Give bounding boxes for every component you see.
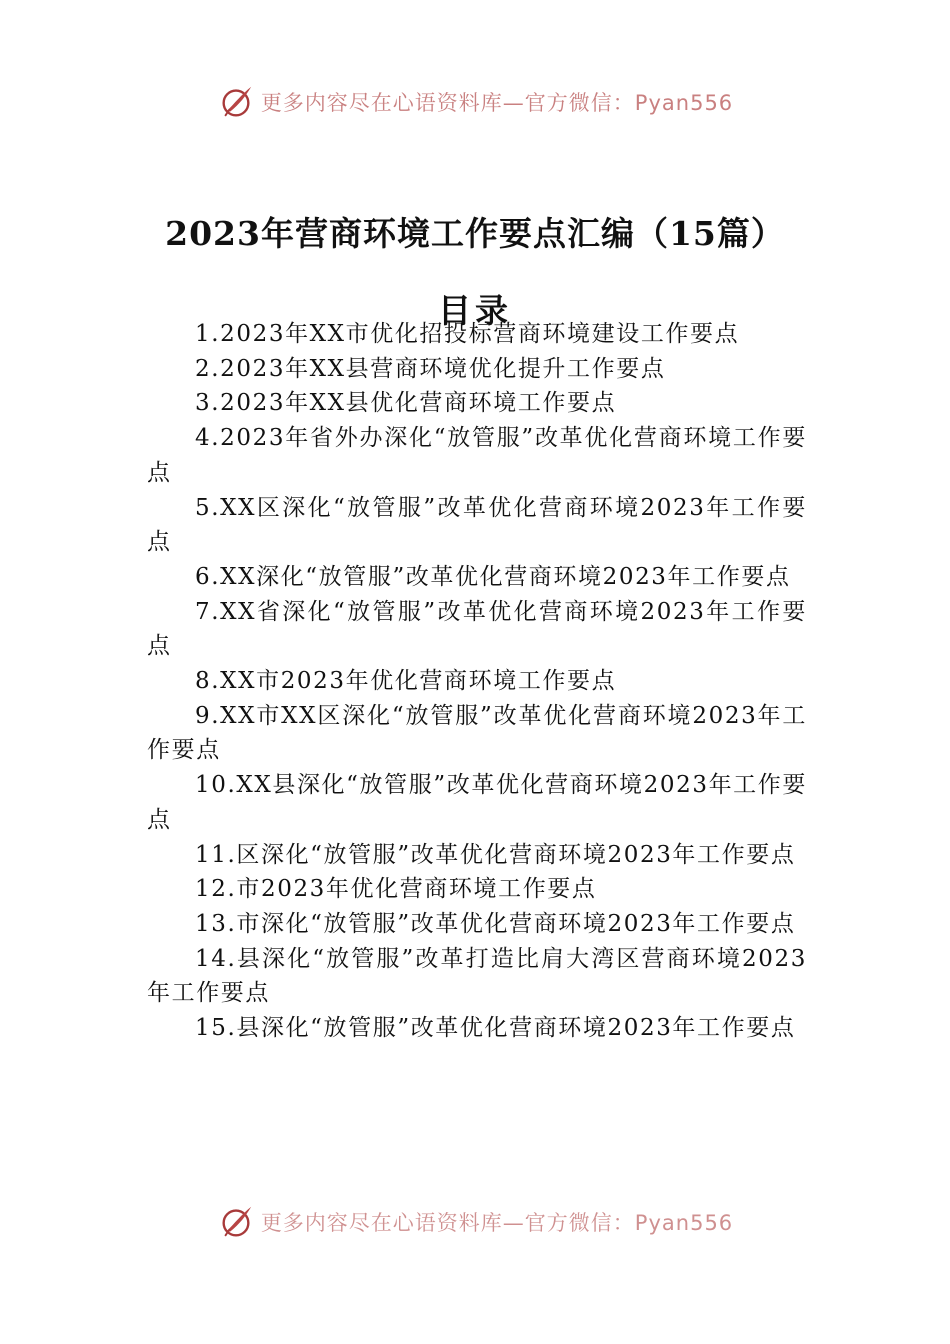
toc-item: 14.县深化“放管服”改革打造比肩大湾区营商环境2023年工作要点 <box>147 945 807 1007</box>
toc-item: 3.2023年XX县优化营商环境工作要点 <box>195 390 617 417</box>
toc-item: 15.县深化“放管服”改革优化营商环境2023年工作要点 <box>195 1015 796 1042</box>
table-of-contents <box>147 317 807 1046</box>
toc-item: 4.2023年省外办深化“放管服”改革优化营商环境工作要点 <box>147 425 807 486</box>
quill-logo-icon <box>217 83 255 121</box>
toc-item: 13.市深化“放管服”改革优化营商环境2023年工作要点 <box>195 910 796 937</box>
toc-item: 12.市2023年优化营商环境工作要点 <box>195 876 597 903</box>
toc-item: 10.XX县深化“放管服”改革优化营商环境2023年工作要点 <box>147 772 807 833</box>
footer-watermark <box>0 1202 950 1242</box>
document-title: 2023年营商环境工作要点汇编（15篇） <box>165 214 785 254</box>
toc-item: 8.XX市2023年优化营商环境工作要点 <box>195 668 617 695</box>
watermark-text: 更多内容尽在心语资料库—官方微信：Pyan556 <box>260 1211 734 1235</box>
watermark-text: 更多内容尽在心语资料库—官方微信：Pyan556 <box>260 91 734 115</box>
toc-item: 11.区深化“放管服”改革优化营商环境2023年工作要点 <box>195 841 796 868</box>
toc-item: 9.XX市XX区深化“放管服”改革优化营商环境2023年工作要点 <box>147 702 807 764</box>
toc-item: 7.XX省深化“放管服”改革优化营商环境2023年工作要点 <box>147 598 807 660</box>
header-watermark <box>0 82 950 122</box>
toc-item: 2.2023年XX县营商环境优化提升工作要点 <box>195 355 666 382</box>
toc-item: 6.XX深化“放管服”改革优化营商环境2023年工作要点 <box>195 563 791 590</box>
toc-item: 1.2023年XX市优化招投标营商环境建设工作要点 <box>195 321 740 347</box>
toc-item: 5.XX区深化“放管服”改革优化营商环境2023年工作要点 <box>147 494 807 556</box>
quill-logo-icon <box>217 1203 255 1241</box>
toc-heading: 目录 <box>438 291 512 331</box>
